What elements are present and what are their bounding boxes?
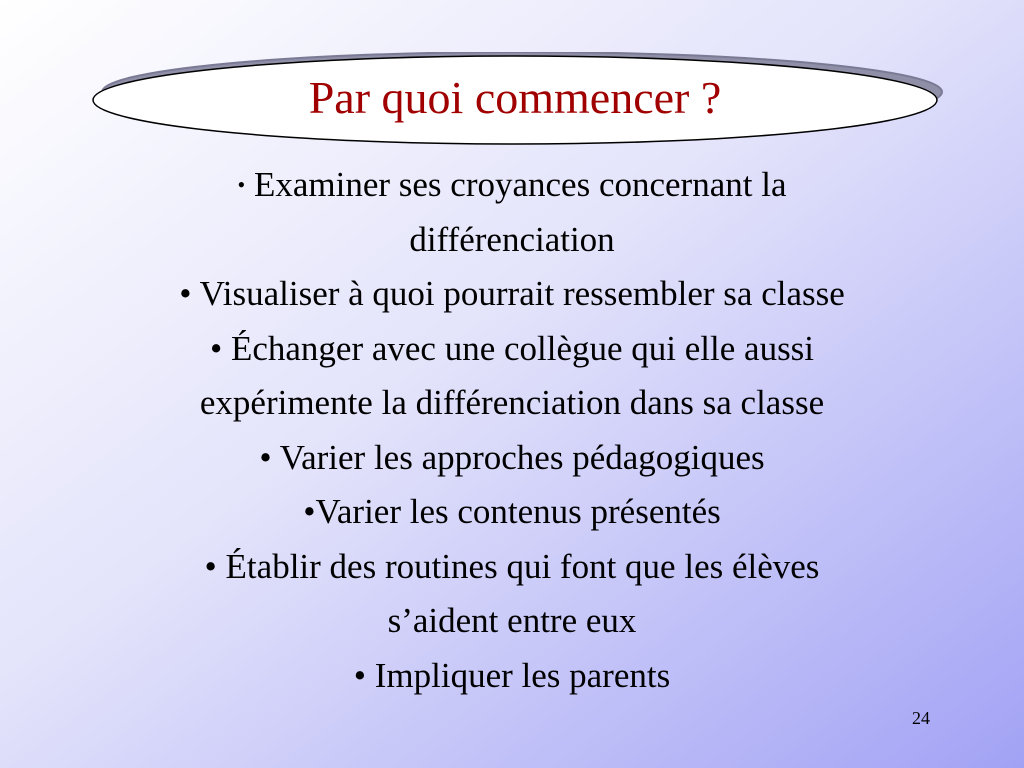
list-item: • Visualiser à quoi pourrait ressembler sa classe	[179, 274, 845, 313]
list-item: différenciation	[409, 219, 615, 259]
list-item: s’aident entre eux	[387, 601, 637, 640]
list-item	[60, 158, 964, 213]
bullet-list	[60, 158, 964, 703]
page-number: 24	[912, 708, 930, 728]
list-item: • Établir des routines qui font que les élèves	[204, 546, 820, 586]
list-item: • Varier les approches pédagogiques	[259, 437, 765, 477]
slide-title-text: Par quoi commencer ?	[308, 72, 722, 123]
list-item: • Impliquer les parents	[353, 655, 671, 695]
bullet-dot: •	[237, 172, 246, 197]
list-item: expérimente la différenciation dans sa classe	[199, 383, 825, 422]
title-banner	[80, 52, 950, 152]
list-item-text: Examiner ses croyances concernant la	[253, 165, 787, 204]
list-item: •Varier les contenus présentés	[303, 492, 721, 531]
list-item: • Échanger avec une collègue qui elle aussi	[209, 328, 815, 368]
slide-title	[80, 52, 950, 152]
